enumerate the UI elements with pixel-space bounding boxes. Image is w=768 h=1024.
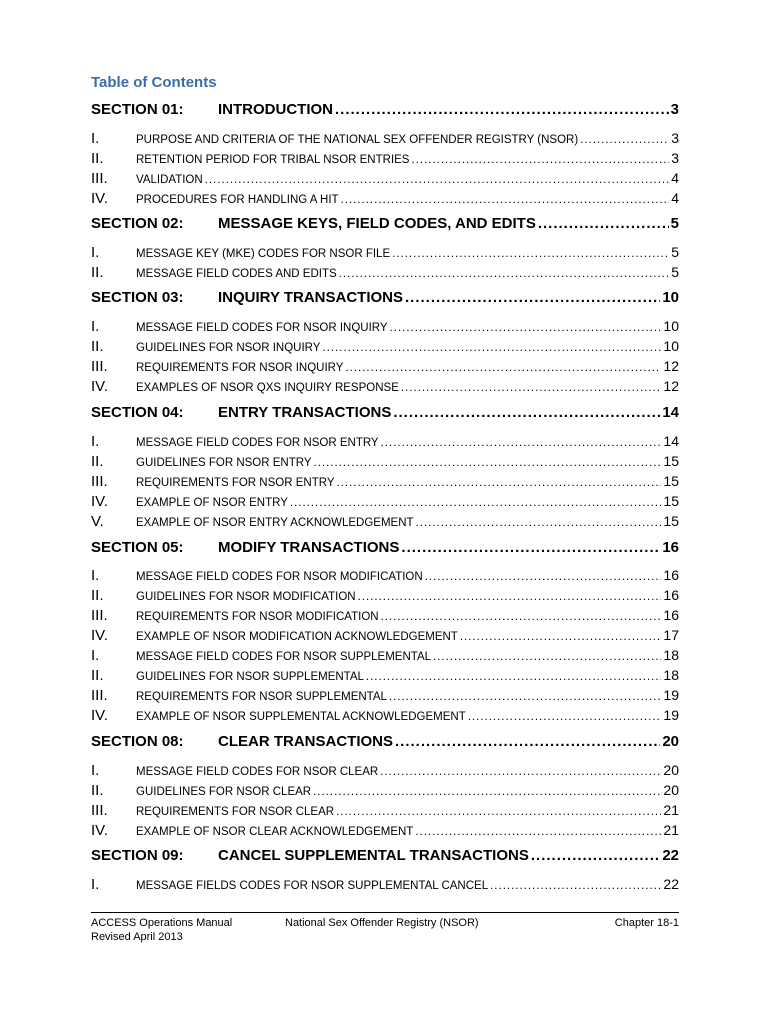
dot-leader [339, 268, 670, 280]
dot-leader [401, 539, 660, 556]
subsection-title: MESSAGE FIELD CODES AND EDITS [136, 268, 337, 280]
roman-numeral: III. [91, 170, 108, 187]
page-number: 15 [663, 513, 679, 529]
footer-manual: ACCESS Operations Manual [91, 917, 233, 929]
subsection-title: GUIDELINES FOR NSOR MODIFICATION [136, 591, 356, 603]
subsection-title: REQUIREMENTS FOR NSOR CLEAR [136, 806, 335, 818]
page-number: 5 [671, 244, 679, 260]
toc-section-entry[interactable] [91, 539, 679, 556]
subsection-title: EXAMPLE OF NSOR ENTRY [136, 497, 288, 509]
page-number: 17 [663, 627, 679, 643]
toc-subsection-entry[interactable] [91, 493, 679, 510]
toc-section-entry[interactable] [91, 733, 679, 750]
toc-subsection-entry[interactable] [91, 433, 679, 450]
roman-numeral: I. [91, 318, 100, 335]
dot-leader [468, 711, 662, 723]
section-number: SECTION 01: [91, 101, 184, 118]
dot-leader [392, 248, 669, 260]
subsection-title: MESSAGE FIELD CODES FOR NSOR MODIFICATION [136, 571, 423, 583]
roman-numeral: III. [91, 607, 108, 624]
dot-leader [580, 134, 669, 146]
toc-subsection-entry[interactable] [91, 378, 679, 395]
roman-numeral: IV. [91, 627, 108, 644]
roman-numeral: III. [91, 358, 108, 375]
page-number: 3 [670, 101, 679, 118]
dot-leader [416, 517, 662, 529]
page-number: 21 [663, 802, 679, 818]
page-number: 10 [663, 338, 679, 354]
dot-leader [205, 174, 670, 186]
footer-chapter: Chapter 18-1 [614, 917, 679, 929]
subsection-title: MESSAGE FIELD CODES FOR NSOR INQUIRY [136, 322, 388, 334]
subsection-title: REQUIREMENTS FOR NSOR MODIFICATION [136, 611, 379, 623]
page-number: 16 [663, 607, 679, 623]
page-number: 3 [671, 150, 679, 166]
toc-subsection-entry[interactable] [91, 473, 679, 490]
section-title: MESSAGE KEYS, FIELD CODES, AND EDITS [218, 215, 536, 232]
section-number: SECTION 09: [91, 847, 184, 864]
toc-subsection-entry[interactable] [91, 707, 679, 724]
roman-numeral: II. [91, 587, 104, 604]
dot-leader [358, 591, 662, 603]
toc-subsection-entry[interactable] [91, 822, 679, 839]
toc-subsection-entry[interactable] [91, 453, 679, 470]
subsection-title: REQUIREMENTS FOR NSOR INQUIRY [136, 362, 344, 374]
section-title: ENTRY TRANSACTIONS [218, 404, 392, 421]
dot-leader [381, 611, 662, 623]
toc-subsection-entry[interactable] [91, 244, 679, 261]
section-number: SECTION 02: [91, 215, 184, 232]
toc-subsection-entry[interactable] [91, 318, 679, 335]
roman-numeral: III. [91, 473, 108, 490]
toc-section-entry[interactable] [91, 215, 679, 232]
dot-leader [314, 457, 662, 469]
subsection-title: GUIDELINES FOR NSOR CLEAR [136, 786, 312, 798]
dot-leader [411, 154, 669, 166]
footer-rule [91, 912, 679, 913]
roman-numeral: I. [91, 244, 100, 261]
dot-leader [401, 382, 662, 394]
toc-subsection-entry[interactable] [91, 513, 679, 530]
toc-subsection-entry[interactable] [91, 190, 679, 207]
toc-section-entry[interactable] [91, 289, 679, 306]
section-number: SECTION 03: [91, 289, 184, 306]
dot-leader [531, 847, 660, 864]
subsection-title: GUIDELINES FOR NSOR ENTRY [136, 457, 312, 469]
page-number: 5 [671, 264, 679, 280]
subsection-title: EXAMPLE OF NSOR ENTRY ACKNOWLEDGEMENT [136, 517, 414, 529]
dot-leader [393, 404, 660, 421]
page-number: 19 [663, 687, 679, 703]
page-number: 21 [663, 822, 679, 838]
roman-numeral: II. [91, 338, 104, 355]
page-number: 12 [663, 358, 679, 374]
toc-subsection-entry[interactable] [91, 264, 679, 281]
roman-numeral: II. [91, 264, 104, 281]
dot-leader [433, 651, 661, 663]
dot-leader [415, 826, 661, 838]
section-number: SECTION 05: [91, 539, 184, 556]
footer-subject: National Sex Offender Registry (NSOR) [285, 917, 479, 929]
page-number: 15 [663, 473, 679, 489]
dot-leader [390, 322, 662, 334]
page-number: 20 [663, 762, 679, 778]
page-number: 22 [663, 876, 679, 892]
roman-numeral: II. [91, 150, 104, 167]
roman-numeral: III. [91, 687, 108, 704]
page-number: 15 [663, 453, 679, 469]
toc-subsection-entry[interactable] [91, 687, 679, 704]
toc-section-entry[interactable] [91, 847, 679, 864]
section-number: SECTION 08: [91, 733, 184, 750]
roman-numeral: III. [91, 802, 108, 819]
page-number: 16 [663, 567, 679, 583]
subsection-title: MESSAGE FIELD CODES FOR NSOR CLEAR [136, 766, 379, 778]
roman-numeral: V. [91, 513, 104, 530]
toc-subsection-entry[interactable] [91, 150, 679, 167]
roman-numeral: I. [91, 647, 100, 664]
toc-subsection-entry[interactable] [91, 627, 679, 644]
page-number: 18 [663, 647, 679, 663]
roman-numeral: I. [91, 130, 100, 147]
subsection-title: RETENTION PERIOD FOR TRIBAL NSOR ENTRIES [136, 154, 410, 166]
page-number: 14 [663, 433, 679, 449]
subsection-title: REQUIREMENTS FOR NSOR ENTRY [136, 477, 335, 489]
page-number: 16 [662, 539, 679, 556]
subsection-title: PROCEDURES FOR HANDLING A HIT [136, 194, 339, 206]
roman-numeral: I. [91, 876, 100, 893]
page-number: 4 [671, 170, 679, 186]
toc-subsection-entry[interactable] [91, 762, 679, 779]
toc-subsection-entry[interactable] [91, 647, 679, 664]
page-number: 20 [662, 733, 679, 750]
section-title: INQUIRY TRANSACTIONS [218, 289, 404, 306]
section-title: CANCEL SUPPLEMENTAL TRANSACTIONS [218, 847, 529, 864]
roman-numeral: IV. [91, 822, 108, 839]
subsection-title: MESSAGE FIELD CODES FOR NSOR SUPPLEMENTAL [136, 651, 432, 663]
dot-leader [395, 733, 660, 750]
dot-leader [322, 342, 661, 354]
dot-leader [405, 289, 660, 306]
roman-numeral: IV. [91, 190, 108, 207]
page-number: 22 [662, 847, 679, 864]
toc-subsection-entry[interactable] [91, 170, 679, 187]
dot-leader [366, 671, 662, 683]
dot-leader [381, 437, 662, 449]
subsection-title: EXAMPLE OF NSOR MODIFICATION ACKNOWLEDGEMENT [136, 631, 458, 643]
page-number: 14 [662, 404, 679, 421]
page-number: 4 [671, 190, 679, 206]
page-number: 19 [663, 707, 679, 723]
section-title: CLEAR TRANSACTIONS [218, 733, 393, 750]
page-number: 10 [662, 289, 679, 306]
toc-subsection-entry[interactable] [91, 607, 679, 624]
toc-subsection-entry[interactable] [91, 130, 679, 147]
roman-numeral: II. [91, 667, 104, 684]
toc-subsection-entry[interactable] [91, 782, 679, 799]
footer-manual-info [91, 916, 232, 944]
page-number: 16 [663, 587, 679, 603]
dot-leader [380, 766, 661, 778]
toc-subsection-entry[interactable] [91, 667, 679, 684]
dot-leader [389, 691, 662, 703]
roman-numeral: II. [91, 782, 104, 799]
subsection-title: PURPOSE AND CRITERIA OF THE NATIONAL SEX OFFENDER REGISTRY (NSOR) [136, 134, 579, 146]
toc-title: Table of Contents [91, 74, 217, 91]
dot-leader [345, 362, 661, 374]
footer-revised: Revised April 2013 [91, 931, 183, 943]
dot-leader [336, 806, 661, 818]
dot-leader [337, 477, 662, 489]
page-number: 15 [663, 493, 679, 509]
dot-leader [460, 631, 662, 643]
dot-leader [335, 101, 669, 118]
roman-numeral: IV. [91, 493, 108, 510]
roman-numeral: II. [91, 453, 104, 470]
section-title: MODIFY TRANSACTIONS [218, 539, 400, 556]
toc-subsection-entry[interactable] [91, 567, 679, 584]
subsection-title: VALIDATION [136, 174, 203, 186]
dot-leader [490, 880, 661, 892]
toc-subsection-entry[interactable] [91, 338, 679, 355]
dot-leader [313, 786, 661, 798]
subsection-title: EXAMPLE OF NSOR CLEAR ACKNOWLEDGEMENT [136, 826, 414, 838]
page-number: 20 [663, 782, 679, 798]
roman-numeral: I. [91, 433, 100, 450]
roman-numeral: I. [91, 567, 100, 584]
dot-leader [341, 194, 670, 206]
roman-numeral: I. [91, 762, 100, 779]
subsection-title: REQUIREMENTS FOR NSOR SUPPLEMENTAL [136, 691, 387, 703]
page-number: 18 [663, 667, 679, 683]
roman-numeral: IV. [91, 378, 108, 395]
subsection-title: MESSAGE FIELDS CODES FOR NSOR SUPPLEMENTAL CANCEL [136, 880, 489, 892]
dot-leader [538, 215, 669, 232]
toc-section-entry[interactable] [91, 101, 679, 118]
roman-numeral: IV. [91, 707, 108, 724]
dot-leader [425, 571, 662, 583]
section-number: SECTION 04: [91, 404, 184, 421]
page-number: 10 [663, 318, 679, 334]
page-number: 5 [670, 215, 679, 232]
page-number: 3 [671, 130, 679, 146]
toc-subsection-entry[interactable] [91, 587, 679, 604]
subsection-title: MESSAGE FIELD CODES FOR NSOR ENTRY [136, 437, 379, 449]
dot-leader [290, 497, 662, 509]
subsection-title: GUIDELINES FOR NSOR INQUIRY [136, 342, 321, 354]
toc-section-entry[interactable] [91, 404, 679, 421]
subsection-title: MESSAGE KEY (MKE) CODES FOR NSOR FILE [136, 248, 391, 260]
subsection-title: EXAMPLE OF NSOR SUPPLEMENTAL ACKNOWLEDGEMENT [136, 711, 466, 723]
subsection-title: EXAMPLES OF NSOR QXS INQUIRY RESPONSE [136, 382, 399, 394]
toc-subsection-entry[interactable] [91, 876, 679, 893]
toc-subsection-entry[interactable] [91, 358, 679, 375]
toc-subsection-entry[interactable] [91, 802, 679, 819]
section-title: INTRODUCTION [218, 101, 333, 118]
page-number: 12 [663, 378, 679, 394]
subsection-title: GUIDELINES FOR NSOR SUPPLEMENTAL [136, 671, 364, 683]
